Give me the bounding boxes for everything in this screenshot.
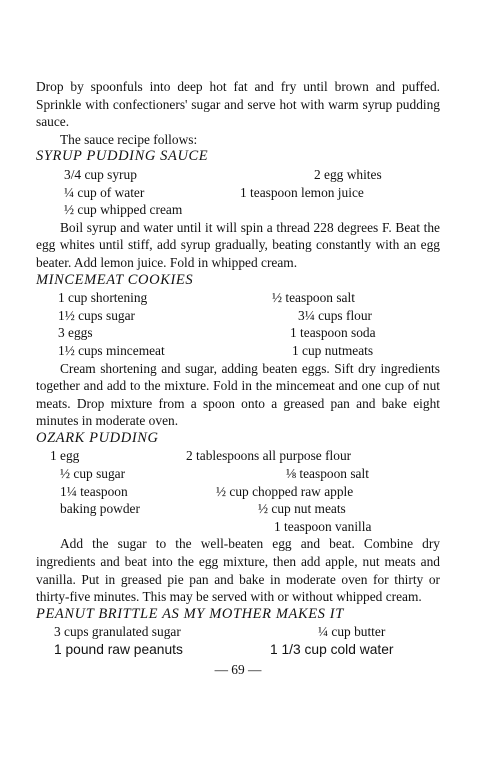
ingredient-row [36,518,440,536]
ozark-title: OZARK PUDDING [36,429,159,446]
page-number: — 69 — [214,661,262,677]
ingredient-row [36,342,440,360]
ingredient-row [36,465,440,483]
ozark-directions: Add the sugar to the well-beaten egg and beat. Combine dry ingredients and beat into the egg mixture, then add apple, nut meats and vanilla. Put in greased pie pan and bake in moderate oven for thirty or thirty-five minutes. This may be served with or without whipped cream. [36,536,440,605]
ingredient-right: ½ cup nut meats [258,501,346,517]
intro-paragraph: Drop by spoonfuls into deep hot fat and fry until brown and puffed. Sprinkle with confectioners' sugar and serve hot with warm syrup pudding sauce. [36,79,440,130]
mincemeat-title: MINCEMEAT COOKIES [36,271,194,288]
ingredient-right: 1 cup nutmeats [292,342,374,358]
sauce-follows-line: The sauce recipe follows: [60,131,198,147]
peanut-brittle-title: PEANUT BRITTLE AS MY MOTHER MAKES IT [36,605,344,622]
ingredient-left: 1 egg [50,448,80,464]
ingredient-right: 2 egg whites [314,166,382,182]
ingredient-row [36,307,440,325]
ingredient-right: ¼ cup butter [318,624,386,640]
syrup-sauce-title: SYRUP PUDDING SAUCE [36,148,209,165]
ingredient-left: 3 cups granulated sugar [54,624,181,640]
ingredient-row [36,447,440,465]
ingredient-right: 2 tablespoons all purpose flour [186,448,352,464]
ingredient-row [36,500,440,518]
ingredient-left: ¼ cup of water [64,184,145,200]
mincemeat-directions: Cream shortening and sugar, adding beaten eggs. Sift dry ingredients together and add to the mixture. Fold in the mincemeat and one cup of nut meats. Drop mixture from a spoon onto a greased pan and bake eight minutes in moderate oven. [36,360,440,429]
ingredient-right: 1 teaspoon lemon juice [240,184,364,200]
ingredient-left: 1¼ teaspoon [60,483,128,499]
ingredient-right: ½ cup chopped raw apple [216,483,354,499]
cookbook-page [36,78,440,679]
ingredient-left: ½ cup whipped cream [64,202,183,218]
ingredient-left: ½ cup sugar [60,466,126,482]
ingredient-row [36,623,440,641]
syrup-sauce-directions: Boil syrup and water until it will spin a thread 228 degrees F. Beat the egg whites until stiff, add syrup gradually, beating constantly with an egg beater. Add lemon juice. Fold in whipped cream. [36,219,440,270]
ingredient-row [36,201,440,219]
ingredient-right: 3¼ cups flour [298,307,373,323]
ingredient-right: 1 teaspoon soda [290,325,376,341]
ingredient-row [36,184,440,202]
ingredient-right: 1 teaspoon vanilla [274,518,372,534]
ingredient-left: 1 cup shortening [58,290,148,306]
ingredient-left: 3 eggs [58,325,93,341]
ingredient-right: ½ teaspoon salt [272,290,355,306]
ingredient-row [36,166,440,184]
ingredient-left: 3/4 cup syrup [64,166,137,182]
ingredient-left: baking powder [60,501,140,517]
ingredient-left: 1½ cups sugar [58,307,135,323]
ingredient-right: ⅛ teaspoon salt [286,466,369,482]
ingredient-right: 1 1/3 cup cold water [270,642,394,657]
ingredient-left: 1 pound raw peanuts [54,642,183,657]
ingredient-row [36,324,440,342]
ingredient-row [36,483,440,501]
ingredient-row [36,289,440,307]
ingredient-left: 1½ cups mincemeat [58,342,165,358]
ingredient-row [36,641,440,659]
